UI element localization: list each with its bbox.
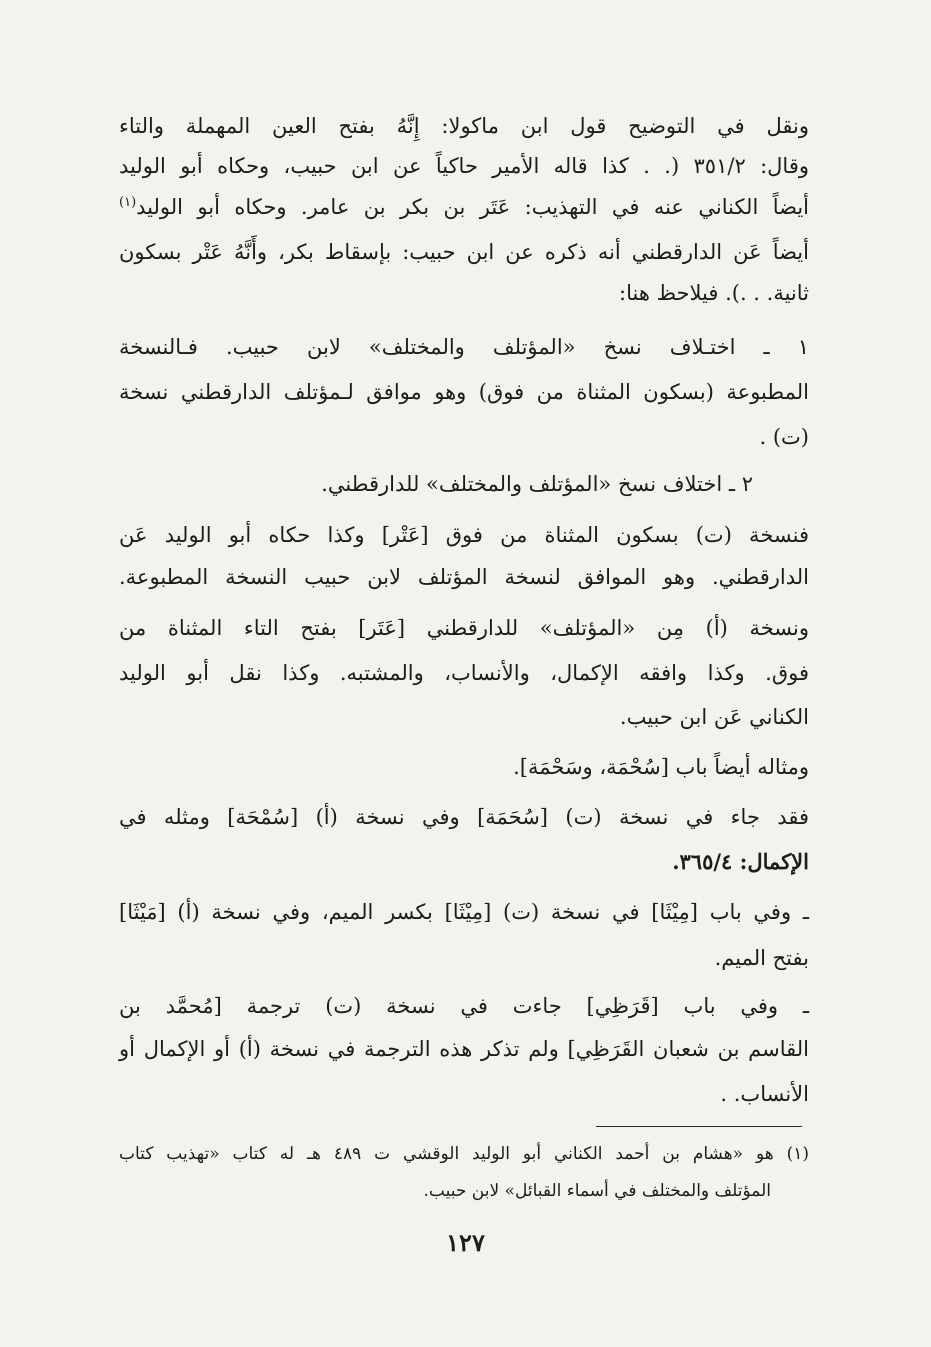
body-line: الدارقطني. وهو الموافق لنسخة المؤتلف لابن حبيب النسخة المطبوعة. xyxy=(119,565,809,589)
footnote-line: (١) هو «هشام بن أحمد الكناني أبو الوليد الوقشي ت ٤٨٩ هـ له كتاب «تهذيب كتاب xyxy=(119,1144,809,1164)
body-line: المطبوعة (بسكون المثناة من فوق) وهو موافق لـمؤتلف الدارقطني نسخة xyxy=(119,380,809,404)
body-line: الأنساب. . xyxy=(720,1082,809,1106)
body-line: بفتح الميم. xyxy=(714,946,809,970)
body-line: الإكمال: ٣٦٥/٤. xyxy=(672,849,809,874)
footnote-reference: (١) xyxy=(119,195,137,210)
footnote-divider xyxy=(596,1126,802,1127)
body-line: ونقل في التوضيح قول ابن ماكولا: إِنَّهُ بفتح العين المهملة والتاء xyxy=(119,114,809,138)
body-line: ونسخة (أ) مِن «المؤتلف» للدارقطني [عَتَر] بفتح التاء المثناة من xyxy=(119,616,809,640)
body-line: فقد جاء في نسخة (ت) [سُحَمَة] وفي نسخة (أ) [سُمْحَة] ومثله في xyxy=(119,805,809,829)
body-line: أيضاً عَن الدارقطني أنه ذكره عن ابن حبيب: بإسقاط بكر، وأَنَّهُ عَتْر بسكون xyxy=(119,240,809,264)
body-line: ١ ـ اختـلاف نسخ «المؤتلف والمختلف» لابن حبيب. فـالنسخة xyxy=(119,335,809,359)
body-line: فنسخة (ت) بسكون المثناة من فوق [عَتْر] وكذا حكاه أبو الوليد عَن xyxy=(119,523,809,547)
body-line: فوق. وكذا وافقه الإكمال، والأنساب، والمشتبه. وكذا نقل أبو الوليد xyxy=(119,661,809,685)
body-line xyxy=(119,193,809,223)
body-line: ـ وفي باب [قَرَظِي] جاءت في نسخة (ت) ترجمة [مُحمَّد بن xyxy=(119,994,809,1018)
body-line: ومثاله أيضاً باب [سُحْمَة، وسَحْمَة]. xyxy=(513,755,809,779)
body-line: ٢ ـ اختلاف نسخ «المؤتلف والمختلف» للدارقطني. xyxy=(321,472,753,496)
body-line: (ت) . xyxy=(759,425,809,449)
body-line: وقال: ٣٥١/٢ (. . كذا قاله الأمير حاكياً عن ابن حبيب، وحكاه أبو الوليد xyxy=(119,154,809,178)
body-line: الكناني عَن ابن حبيب. xyxy=(619,705,809,729)
body-line: ـ وفي باب [مِيْثَا] في نسخة (ت) [مِيْثَا] بكسر الميم، وفي نسخة (أ) [مَيْثَا] xyxy=(119,900,809,924)
body-line: ثانية. . .). فيلاحظ هنا: xyxy=(619,281,809,305)
body-line-text: أيضاً الكناني عنه في التهذيب: عَتَر بن بكر بن عامر. وحكاه أبو الوليد xyxy=(136,195,809,219)
footnote-line: المؤتلف والمختلف في أسماء القبائل» لابن حبيب. xyxy=(423,1181,771,1201)
body-line: القاسم بن شعبان القَرَظِي] ولم تذكر هذه الترجمة في نسخة (أ) أو الإكمال أو xyxy=(119,1037,809,1061)
page-number: ١٢٧ xyxy=(446,1228,485,1257)
